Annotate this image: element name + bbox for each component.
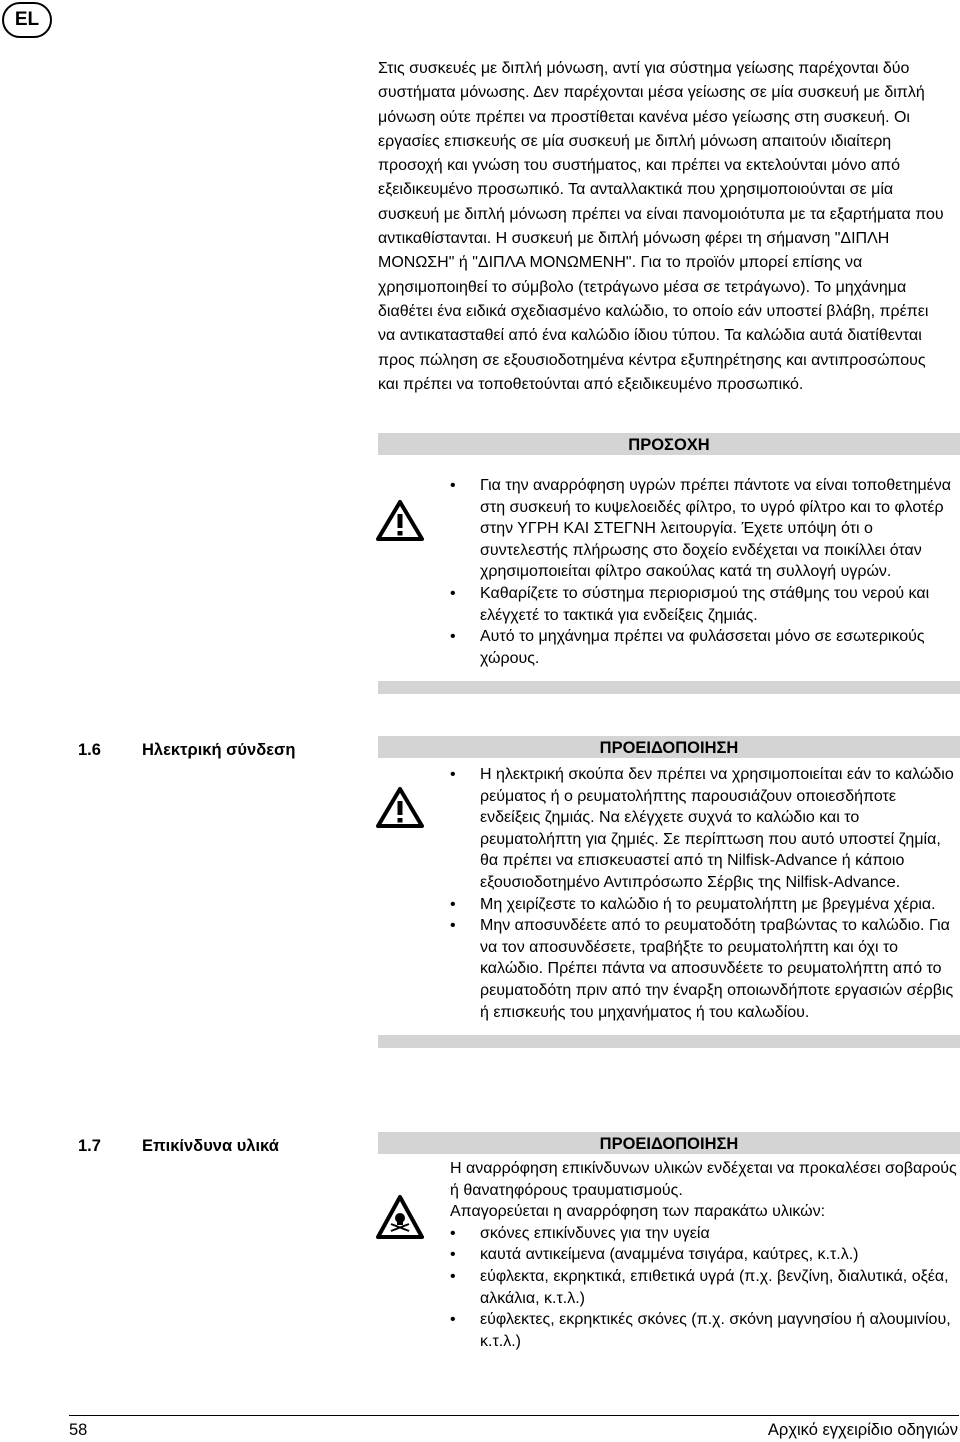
electrical-warning-list <box>450 764 960 1023</box>
list-item: • Για την αναρρόφηση υγρών πρέπει πάντοτε να είναι τοποθετημένα στη συσκευή το κυψελοειδές φίλτρο, το υγρό φίλτρο και το φλοτέρ στην ΥΓΡΗ ΚΑΙ ΣΤΕΓΝΗ λειτουργία. Έχετε υπόψη ότι ο συντελεστής πλήρωσης στο δοχείο ενδέχεται να ποικίλλει όταν χρησιμοποιείται φίλτρο σακούλας κατά τη συλλογή υγρών. <box>450 475 960 583</box>
warning-title: ΠΡΟΕΙΔΟΠΟΙΗΣΗ <box>378 1132 960 1154</box>
list-item: • Αυτό το μηχάνημα πρέπει να φυλάσσεται μόνο σε εσωτερικούς χώρους. <box>450 626 960 669</box>
caution-title: ΠΡΟΣΟΧΗ <box>378 433 960 455</box>
list-item: • εύφλεκτα, εκρηκτικά, επιθετικά υγρά (π.χ. βενζίνη, διαλυτικά, οξέα, αλκάλια, κ.τ.λ.) <box>450 1266 960 1309</box>
caution-body <box>378 455 960 681</box>
hazardous-materials-list <box>450 1223 960 1353</box>
page-number: 58 <box>69 1421 88 1439</box>
warning-triangle-icon <box>376 499 424 541</box>
caution-notice <box>378 433 960 694</box>
toxic-warning-icon <box>376 1194 424 1240</box>
list-item: • Μη χειρίζεστε το καλώδιο ή το ρευματολήπτη με βρεγμένα χέρια. <box>450 894 960 916</box>
list-item: • Η ηλεκτρική σκούπα δεν πρέπει να χρησιμοποιείται εάν το καλώδιο ρεύματος ή ο ρευματολήπτης παρουσιάζουν οποιεσδήποτε ενδείξεις ζημιάς. Να ελέγχετε συχνά το καλώδιο και το ρευματολήπτη για ζημιές. Σε περίπτωση που αυτό υποστεί ζημία, θα πρέπει να επισκευαστεί από τη Nilfisk-Advance ή κάποιο εξουσιοδοτημένο Αντιπρόσωπο Σέρβις της Nilfisk-Advance. <box>450 764 960 894</box>
section-number: 1.7 <box>78 1137 101 1155</box>
section-number: 1.6 <box>78 741 101 759</box>
list-item: • σκόνες επικίνδυνες για την υγεία <box>450 1223 960 1245</box>
warning-bottom-bar <box>378 1035 960 1048</box>
list-item: • Μην αποσυνδέετε από το ρευματοδότη τραβώντας το καλώδιο. Για να τον αποσυνδέσετε, τραβήξτε το ρευματολήπτη και όχι το καλώδιο. Πρέπει πάντα να αποσυνδέετε το ρευματολήπτη από το ρευματοδότη πριν από την έναρξη οποιωνδήποτε εργασιών σέρβις ή επισκευής του μηχανήματος ή του καλωδίου. <box>450 915 960 1023</box>
hazardous-materials-body <box>378 1154 960 1352</box>
double-insulation-paragraph: Στις συσκευές με διπλή μόνωση, αντί για σύστημα γείωσης παρέχονται δύο συστήματα μόνωσης. Δεν παρέχονται μέσα γείωσης σε μία συσκευή με διπλή μόνωση ούτε πρέπει να προστίθεται κανένα μέσο γείωσης στη συσκευή. Οι εργασίες επισκευής σε μία συσκευή με διπλή μόνωση απαιτούν ιδιαίτερη προσοχή και γνώση του συστήματος, και πρέπει να εκτελούνται μόνο από εξειδικευμένο προσωπικό. Τα ανταλλακτικά που χρησιμοποιούνται σε μία συσκευή με διπλή μόνωση πρέπει να είναι πανομοιότυπα με τα εξαρτήματα που αντικαθίστανται. Η συσκευή με διπλή μόνωση φέρει τη σήμανση "ΔΙΠΛΗ ΜΟΝΩΣΗ" ή "ΔΙΠΛΑ ΜΟΝΩΜΕΝΗ". Για το προϊόν μπορεί επίσης να χρησιμοποιηθεί το σύμβολο (τετράγωνο μέσα σε τετράγωνο). Το μηχάνημα διαθέτει ένα ειδικά σχεδιασμένο καλώδιο, το οποίο εάν υποστεί βλάβη, πρέπει να αντικατασταθεί από ένα καλώδιο ίδιου τύπου. Τα καλώδια αυτά διατίθενται προς πώληση σε εξουσιοδοτημένα κέντρα εξυπηρέτησης και αντιπροσώπους και πρέπει να τοποθετούνται από εξειδικευμένο προσωπικό. <box>378 60 944 393</box>
warning-title: ΠΡΟΕΙΔΟΠΟΙΗΣΗ <box>378 736 960 758</box>
electrical-warning-body <box>378 758 960 1035</box>
footer-divider <box>69 1415 959 1416</box>
language-badge: EL <box>2 2 52 38</box>
list-item: • εύφλεκτες, εκρηκτικές σκόνες (π.χ. σκόνη μαγνησίου ή αλουμινίου, κ.τ.λ.) <box>450 1309 960 1352</box>
electrical-warning-notice <box>378 736 960 1048</box>
warning-triangle-icon <box>376 786 424 828</box>
caution-list <box>450 475 960 669</box>
hazardous-materials-notice <box>378 1132 960 1352</box>
section-heading-1-6 <box>78 741 295 760</box>
caution-bottom-bar <box>378 681 960 694</box>
section-title: Ηλεκτρική σύνδεση <box>142 741 296 759</box>
list-item: • καυτά αντικείμενα (αναμμένα τσιγάρα, καύτρες, κ.τ.λ.) <box>450 1244 960 1266</box>
paragraph: Απαγορεύεται η αναρρόφηση των παρακάτω υλικών: <box>450 1203 826 1221</box>
document-title: Αρχικό εγχειρίδιο οδηγιών <box>767 1421 958 1439</box>
section-title: Επικίνδυνα υλικά <box>142 1137 279 1155</box>
list-item: • Καθαρίζετε το σύστημα περιορισμού της στάθμης του νερού και ελέγχετέ το τακτικά για ενδείξεις ζημιάς. <box>450 583 960 626</box>
paragraph: Η αναρρόφηση επικίνδυνων υλικών ενδέχεται να προκαλέσει σοβαρούς ή θανατηφόρους τραυματισμούς. <box>450 1160 957 1199</box>
section-heading-1-7 <box>78 1137 279 1156</box>
